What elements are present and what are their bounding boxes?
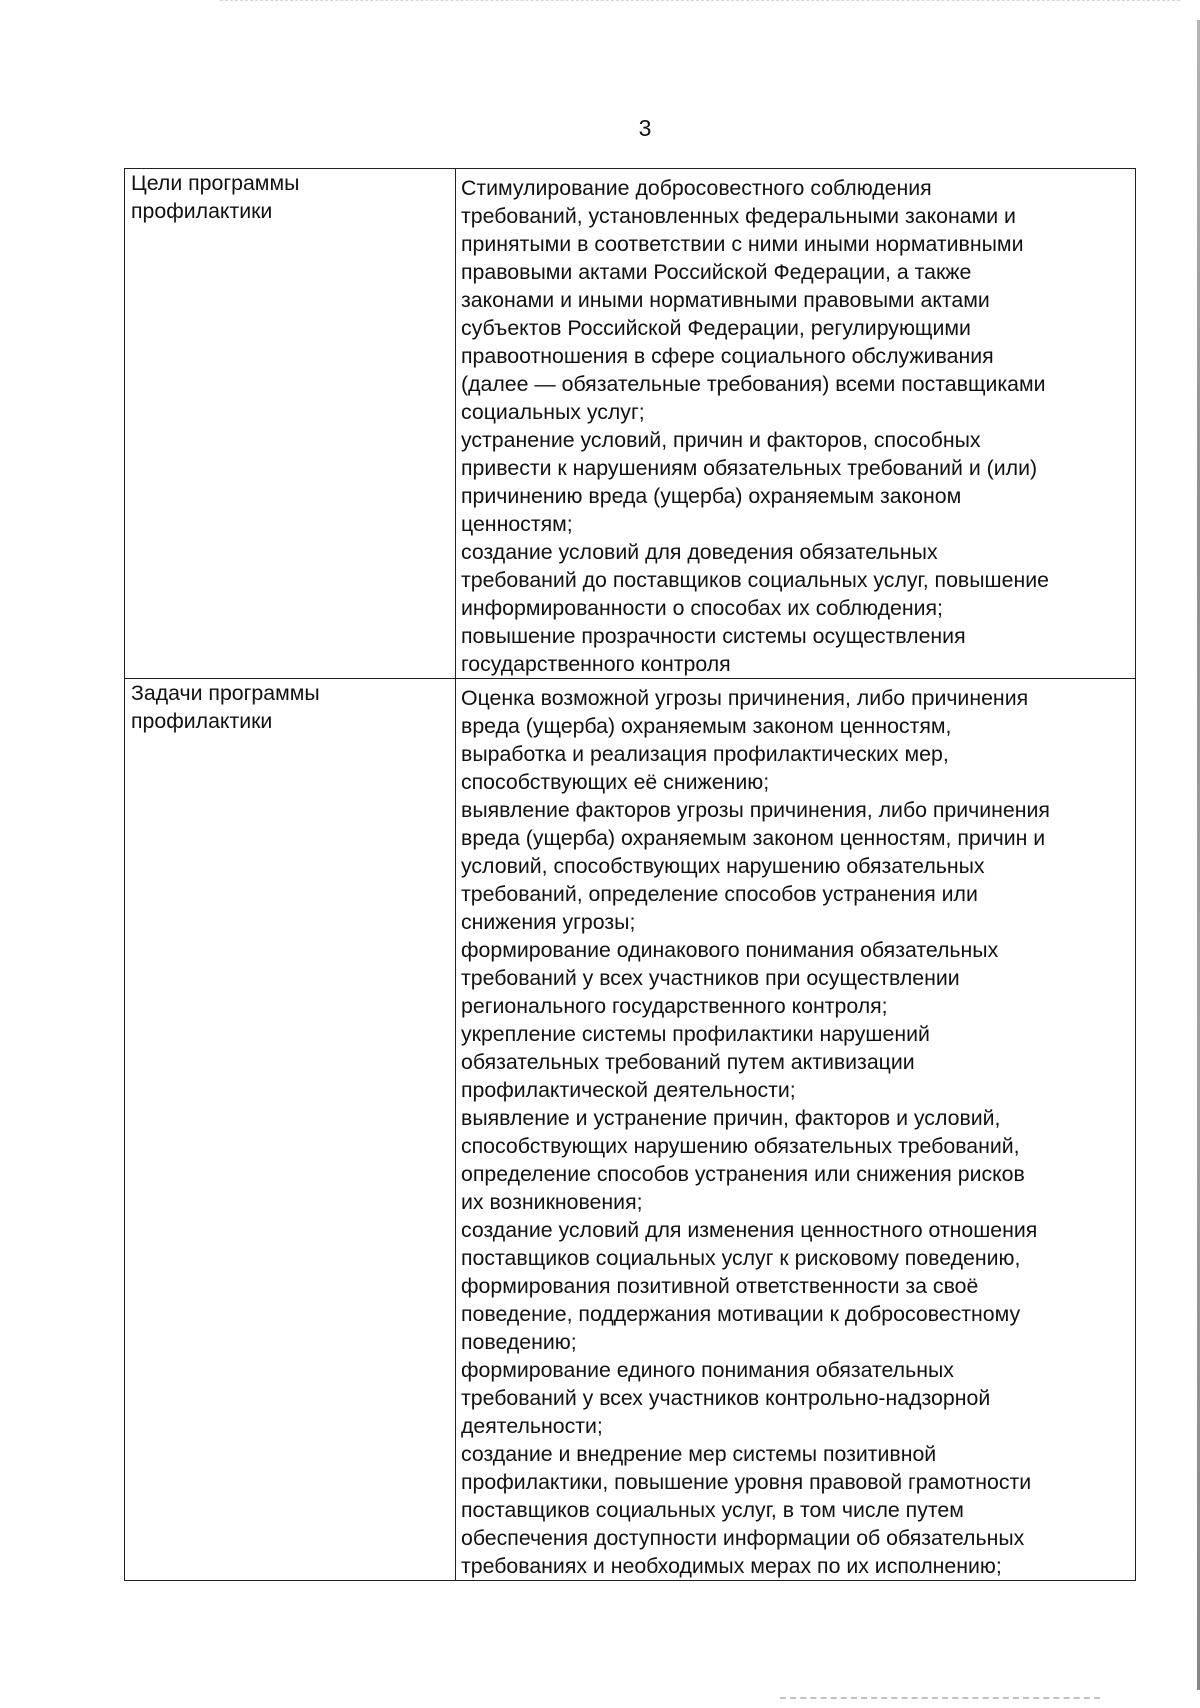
- row-text-line: способствующих нарушению обязательных требований,: [461, 1134, 1020, 1158]
- row-text-line: социальных услуг;: [461, 400, 645, 424]
- row-text-line: создание условий для изменения ценностного отношения: [461, 1218, 1038, 1242]
- row-text-line: (далее — обязательные требования) всеми поставщиками: [461, 372, 1046, 396]
- row-text-line: правовыми актами Российской Федерации, а также: [461, 260, 972, 284]
- table-row-goals: [125, 169, 1136, 679]
- row-text-line: деятельности;: [461, 1414, 603, 1438]
- tasks-content-cell: [456, 679, 1136, 1581]
- row-text-line: условий, способствующих нарушению обязательных: [461, 854, 985, 878]
- row-text-line: требований до поставщиков социальных услуг, повышение: [461, 568, 1049, 592]
- row-text-line: принятыми в соответствии с ними иными нормативными: [461, 232, 1024, 256]
- row-text-line: формирования позитивной ответственности за своё: [461, 1274, 979, 1298]
- row-label-line: Цели программы: [131, 171, 300, 195]
- program-table-body: [125, 169, 1136, 1581]
- row-text-line: определение способов устранения или снижения рисков: [461, 1162, 1025, 1186]
- row-text-line: требований, определение способов устранения или: [461, 882, 978, 906]
- row-text-line: требований, установленных федеральными законами и: [461, 204, 1016, 228]
- row-text-line: способствующих её снижению;: [461, 770, 770, 794]
- row-text-line: привести к нарушениям обязательных требований и (или): [461, 456, 1038, 480]
- row-text-line: выявление и устранение причин, факторов и условий,: [461, 1106, 1001, 1130]
- row-text-line: требований у всех участников при осуществлении: [461, 966, 960, 990]
- row-label-line: Задачи программы: [131, 681, 320, 705]
- row-text-line: укрепление системы профилактики нарушений: [461, 1022, 930, 1046]
- row-text-line: снижения угрозы;: [461, 910, 636, 934]
- goals-content-cell: [456, 169, 1136, 679]
- row-text-line: вреда (ущерба) охраняемым законом ценностям, причин и: [461, 826, 1046, 850]
- row-text-line: формирование одинакового понимания обязательных: [461, 938, 999, 962]
- table-row-tasks: [125, 679, 1136, 1581]
- row-text-line: регионального государственного контроля;: [461, 994, 888, 1018]
- row-text-line: Оценка возможной угрозы причинения, либо причинения: [461, 686, 1029, 710]
- row-text-line: поставщиков социальных услуг, в том числе путем: [461, 1498, 964, 1522]
- row-text-line: субъектов Российской Федерации, регулирующими: [461, 316, 971, 340]
- row-text-line: создание условий для доведения обязательных: [461, 540, 938, 564]
- row-text-line: информированности о способах их соблюдения;: [461, 596, 943, 620]
- row-text-line: профилактической деятельности;: [461, 1078, 796, 1102]
- row-text-line: правоотношения в сфере социального обслуживания: [461, 344, 994, 368]
- row-text-line: выявление факторов угрозы причинения, либо причинения: [461, 798, 1050, 822]
- row-text-line: поведению;: [461, 1330, 577, 1354]
- row-text-line: вреда (ущерба) охраняемым законом ценностям,: [461, 714, 952, 738]
- scan-artifact-bottom: [780, 1697, 1100, 1702]
- row-text-line: причинению вреда (ущерба) охраняемым законом: [461, 484, 962, 508]
- row-text-line: обязательных требований путем активизации: [461, 1050, 915, 1074]
- row-label-line: профилактики: [131, 709, 273, 733]
- goals-label-cell: [125, 169, 456, 679]
- row-text-line: создание и внедрение мер системы позитивной: [461, 1442, 937, 1466]
- row-text-line: Стимулирование добросовестного соблюдения: [461, 176, 932, 200]
- row-text-line: выработка и реализация профилактических мер,: [461, 742, 949, 766]
- row-text-line: профилактики, повышение уровня правовой грамотности: [461, 1470, 1032, 1494]
- row-text-line: формирование единого понимания обязательных: [461, 1358, 954, 1382]
- row-text-line: ценностям;: [461, 512, 573, 536]
- row-label-line: профилактики: [131, 199, 273, 223]
- row-text-line: повышение прозрачности системы осуществления: [461, 624, 966, 648]
- row-text-line: государственного контроля: [461, 652, 731, 676]
- row-text-line: обеспечения доступности информации об обязательных: [461, 1526, 1025, 1550]
- row-text-line: требованиях и необходимых мерах по их исполнению;: [461, 1554, 1002, 1578]
- row-text-line: требований у всех участников контрольно-надзорной: [461, 1386, 991, 1410]
- row-text-line: поведение, поддержания мотивации к добросовестному: [461, 1302, 1021, 1326]
- row-text-line: их возникновения;: [461, 1190, 643, 1214]
- tasks-label-cell: [125, 679, 456, 1581]
- row-text-line: поставщиков социальных услуг к рисковому поведению,: [461, 1246, 1021, 1270]
- row-text-line: законами и иными нормативными правовыми актами: [461, 288, 990, 312]
- row-text-line: устранение условий, причин и факторов, способных: [461, 428, 981, 452]
- program-table: [124, 168, 1136, 1581]
- scan-artifact-top: [220, 0, 1180, 3]
- page-number: 3: [638, 115, 652, 141]
